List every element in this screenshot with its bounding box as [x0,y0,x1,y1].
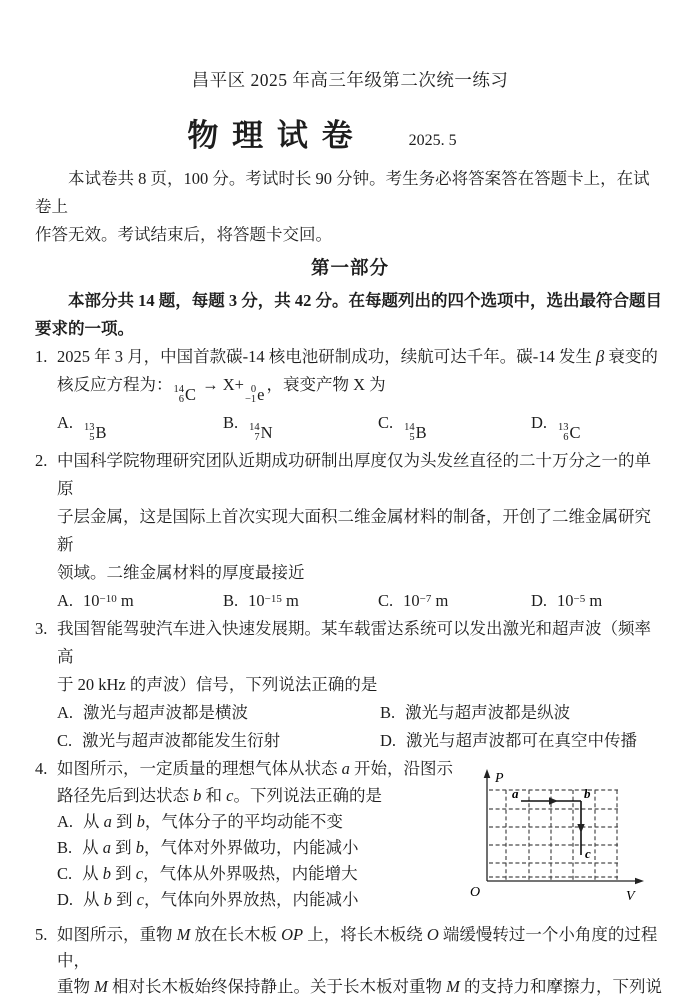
question-2-body [57,447,665,615]
question-1-body [57,343,665,447]
question-3-stem: 我国智能驾驶汽车进入快速发展期。某车载雷达系统可以发出激光和超声波（频率高 于 20 kHz 的声波）信号，下列说法正确的是 [57,619,651,694]
path-arrow-right [549,797,558,804]
question-1-option-d: D. 13 6 C [531,413,581,443]
question-5 [35,922,665,1000]
question-1-option-c: C. 14 5 B [378,413,427,443]
path-arrow-down [577,824,584,833]
question-2-option-c: C. $10^{-7}$ m [378,591,449,610]
option-value: 从 a 到 b，气体分子的平均动能不变 [83,812,343,831]
question-4-number: 4. [35,759,48,778]
exam-instructions: 本试卷共 8 页，100 分。考试时长 90 分钟。考生务必将答案答在答题卡上，在试卷上 作答无效。考试结束后，将答题卡交回。 [35,169,650,244]
exam-title: 昌平区 2025 年高三年级第二次统一练习 [191,70,509,90]
option-value: 13 6 C [558,422,581,443]
question-1-number: 1. [35,347,48,366]
option-value: 激光与超声波都是横波 [83,703,249,722]
question-2-number: 2. [35,451,48,470]
question-1 [35,343,665,447]
option-value: $10^{-5}$ m [557,591,603,610]
y-axis-arrow [484,769,491,778]
option-value: $10^{-15}$ m [248,591,299,610]
option-value: $10^{-7}$ m [403,591,449,610]
question-2-stem: 中国科学院物理研究团队近期成功研制出厚度仅为头发丝直径的二十万分之一的单原 子层金属，这是国际上首次实现大面积二维金属材料的制备，开创了二维金属研究新 领域。二维金属材料的厚度最接近 [57,451,651,582]
question-2-options [57,587,665,615]
question-3-number: 3. [35,619,48,638]
question-5-stem: 如图所示，重物 M 放在长木板 OP 上，将长木板绕 O 端缓慢转过一个小角度的过程中， 重物 M 相对长木板始终保持静止。关于长木板对重物 M 的支持力和摩擦力，下列说 [57,925,662,996]
question-4-option-a: A. 从 a 到 b，气体分子的平均动能不变 [57,812,343,831]
part1-heading: 第一部分 [310,259,389,279]
option-value: 激光与超声波都可在真空中传播 [406,731,638,750]
option-value: 14 5 B [404,422,427,443]
question-5-body [57,922,665,1000]
question-3 [35,615,665,755]
question-4-options [57,809,465,913]
question-3-options-row-1 [57,699,665,727]
option-value: 从 a 到 b，气体对外界做功，内能减小 [82,838,359,857]
paper-title-row [7,107,637,153]
pv-grid [489,790,618,881]
question-3-options-row-2 [57,727,665,755]
option-value: $10^{-10}$ m [83,591,134,610]
question-3-option-d: D. 激光与超声波都可在真空中传播 [380,731,638,750]
origin-label: O [470,885,481,900]
question-4-option-c: C. 从 b 到 c，气体从外界吸热，内能增大 [57,864,358,883]
question-3-option-c: C. 激光与超声波都能发生衍射 [57,731,281,750]
option-value: 激光与超声波都能发生衍射 [82,731,281,750]
question-4-option-d: D. 从 b 到 c，气体向外界放热，内能减小 [57,890,359,909]
q4-pv-diagram [454,767,649,909]
question-1-option-a: A. 13 5 B [57,413,107,443]
question-2-option-a: A. $10^{-10}$ m [57,591,134,610]
option-value: 13 5 B [84,422,107,443]
question-2-option-d: D. $10^{-5}$ m [531,591,603,610]
question-2 [35,447,665,615]
point-a-label: a [512,786,519,801]
question-4 [35,755,665,913]
point-c-label: c [585,846,591,861]
question-1-option-b: B. 14 7 N [223,413,273,443]
question-2-option-b: B. $10^{-15}$ m [223,591,299,610]
option-value: 从 b 到 c，气体向外界放热，内能减小 [83,890,359,909]
question-4-option-b: B. 从 a 到 b，气体对外界做功，内能减小 [57,838,359,857]
point-b-label: b [584,786,591,801]
question-3-option-b: B. 激光与超声波都是纵波 [380,703,571,722]
option-value: 激光与超声波都是纵波 [405,703,571,722]
paper-date: 2025. 5 [408,132,457,149]
v-axis-label: V [626,889,635,904]
question-4-body [57,755,465,913]
x-axis-arrow [635,878,644,885]
question-5-number: 5. [35,925,48,944]
question-3-option-a: A. 激光与超声波都是横波 [57,703,249,722]
pv-process-path [521,797,585,855]
option-value: 从 b 到 c，气体从外界吸热，内能增大 [82,864,358,883]
question-1-options [57,409,665,447]
p-axis-label: P [495,771,504,786]
question-4-stem: 如图所示，一定质量的理想气体从状态 a 开始，沿图示 路径先后到达状态 b 和 c。下列说法正确的是 [57,759,453,805]
question-1-stem: 2025 年 3 月，中国首款碳-14 核电池研制成功，续航可达千年。碳-14 发生 β 衰变的 核反应方程为： 14 6 C → X+ 0 −1 e ，衰变产物 X 为 [57,347,658,405]
option-value: 14 7 N [249,422,273,443]
paper-title: 物 理 试 卷 [187,118,354,154]
question-3-body [57,615,665,755]
part1-instructions: 本部分共 14 题，每题 3 分，共 42 分。在每题列出的四个选项中，选出最符合题目 要求的一项。 [35,291,662,338]
